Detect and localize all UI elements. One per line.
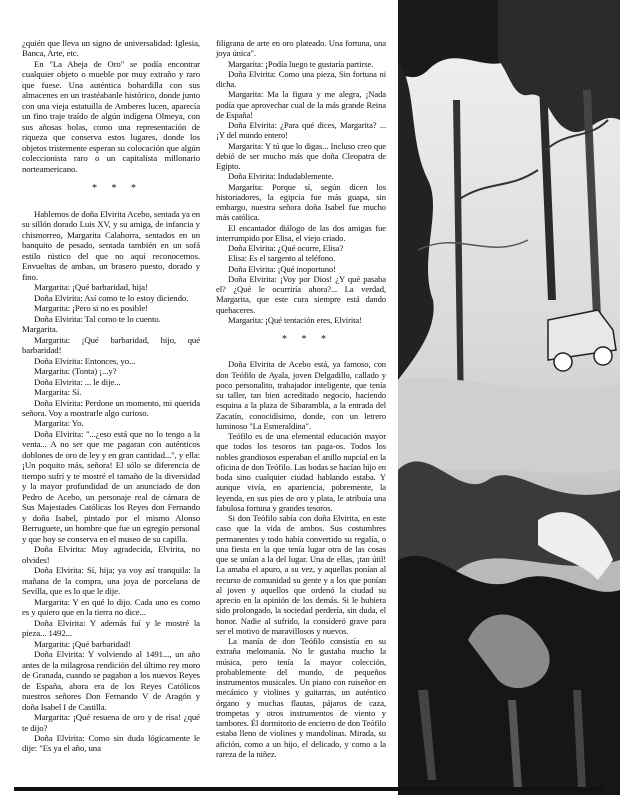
paragraph: Si don Teófilo sabía con doña Elvirita, en este caso que la vida de ambos. Sus costumbres permanentes y todo había convertido su regalía, o una fiesta en la que tenía lugar otra de las cosas que se unían a la del lugar. Una de ellas, ¡tan útil! La amaba el apuro, a su vez, y aquellas ponían al recurso de comunidad su gente y a los que ponían al joven y aquellos que ordenó la ciudad su aprecio en la opinión de los demás. Si le hubiera sido prolongado, la sociedad perdería, sin duda, el honor. Nadie al sufrido, la consideró grave para ser el motivo de maravillosos y nuevos. — [216, 513, 386, 636]
paragraph: En "La Abeja de Oro" se podía encontrar cualquier objeto o mueble por muy extraño y raro que fuese. Una auténtica bohardilla con sus almacenes en un trastéabanle histórico, donde junto con una vieja estatuilla de Amberes lucen, aparecía un fino traje traído de algún indígena Olmeya, con sus añosas bolas, como una representación de riqueza que conserva estos lugares, donde los objetos tristemente esperan su colocación que algún coleccionista raro o un capitalista millonario norteamericano. — [22, 58, 200, 174]
paragraph: El encantador diálogo de las dos amigas fue interrumpido por Elisa, el viejo criado. — [216, 222, 386, 243]
paragraph: Doña Elvirita: Perdone un momento, mi querida señora. Voy a mostrarle algo curioso. — [22, 397, 200, 418]
paragraph: Hablemos de doña Elvirita Acebo, sentada ya en su sillón dorado Luis XV, y su amiga, de infancia y chismorreo, Margarita Calahorra, sentados en un banquito de pesado, sentada también en un sofá estilo rústico del que no aquí reconocemos. Envueltas de ambas, un brasero puesto, dorado y fino. — [22, 208, 200, 282]
paragraph: Margarita: Y en qué lo dijo. Cada uno es como es y quiero que en la tierra no dice... — [22, 596, 200, 618]
paragraph: Margarita: (Tonta) ¡...y? — [34, 366, 117, 377]
paragraph: Doña Elvirita: ¡Voy por Dios! ¿Y qué pasaba el? ¿Qué le ocurriría ahora?... La verdad, Margarita, que este cura siempre está dando quehaceres. — [216, 273, 386, 315]
paragraph: Margarita: ¡Qué barbaridad! — [34, 638, 131, 649]
paragraph: ¿quién que lleva un signo de universalidad: Iglesia, Banca, Arte, etc. — [22, 38, 200, 59]
paragraph: Margarita: ¡Podía luego te gustaría partirse. — [228, 58, 374, 69]
paragraph: Doña Elvirita: Y además fuí y le mostré la pieza... 1492... — [22, 617, 200, 639]
paragraph: Margarita: Porque sí, según dicen los historiadores, la egipcia fue más guapa, sin embargo, nuestra señora doña Isabel fue mucho más católica. — [216, 181, 386, 223]
paragraph: Elisa: Es el sargento al teléfono. — [228, 253, 336, 264]
paragraph: Margarita: ¡Qué barbaridad, hijo, qué barbaridad! — [22, 334, 200, 356]
paragraph: Doña Elvirita: Y volviendo al 1491..., un año antes de la milagrosa rendición del último rey moro de Granada, cuando se pagaban a los nuevos Reyes de España, ahora era de los Reyes Católicos nuestros señores Don Fernando V de Aragón y doña Isabel I de Castilla. — [22, 649, 200, 712]
paragraph: Margarita: ¡Qué resuena de oro y de risa! ¿qué te dijo? — [22, 712, 200, 733]
paragraph: Margarita: Ma la figura y me alegra, ¡Nada podía que aprovechar cual de la más grande Reina de España! — [216, 89, 386, 120]
paragraph: Doña Elvirita: Como una pieza, Sin fortuna ni dicha. — [216, 68, 386, 89]
text-column-middle — [216, 38, 386, 759]
paragraph: Doña Elvirita: ... le dije... — [34, 376, 121, 387]
paragraph: Doña Elvirita: ¿Para qué dices, Margarita? ... ¡Y del mundo entero! — [216, 120, 386, 141]
paragraph: Doña Elvirita de Acebo está, ya famoso, con don Teófilo de Ayala, joven Delgadillo, callado y poco personalito, trabajador inteligente, que tenía su taller, tan bien acreditado negocio, haciendo esquina a la plaza de Sibarambla, a la entrada del Zacatín, conocidísimo, donde, con un letrero luminoso "La Esmeraldina". — [216, 359, 386, 431]
paragraph: Doña Elvirita: Como sin duda lógicamente le dije: "Es ya el año, una — [22, 733, 200, 754]
paragraph: Doña Elvirita: Sí, hija; ya voy así tranquila: la mañana de la compra, una joya de porcelana de Sevilla, que es lo que le dije. — [22, 565, 200, 597]
paragraph: Doña Elvirita: "...¿eso está que no lo tengo a la venta... A no ser que me pagaran con auténticos doblones de oro de ley y en gran cantidad...", y ella: ¡Un poquito más, señora! El sólo se diferencia de tiempo sufrí y te mostré el tamaño de la diversidad y la mayor profundidad de un anunciado de don Pedro de Acebo, un personaje real de cámara de Sus Majestades Católicas los Reyes don Fernando y doña Isabel, pintado por el mismo Alonso Berruguete, un hombre que fue un egregio personal y que hoy se conserva en el museo de su capilla. — [22, 428, 200, 544]
forest-photo-icon — [398, 0, 620, 795]
paragraph: Doña Elvirita: Así como te lo estoy diciendo. — [34, 292, 189, 303]
paragraph: Doña Elvirita: Entonces, yo... — [34, 355, 136, 366]
text-column-left — [22, 38, 200, 754]
section-separator: * * * — [282, 334, 332, 345]
paragraph: Doña Elvirita: ¡Qué inoportuno! — [228, 263, 336, 274]
paragraph: Doña Elvirita: Muy agradecida, Elvirita, no olvides! — [22, 544, 200, 565]
paragraph: Doña Elvirita: Indudablemente. — [228, 171, 334, 182]
paragraph: Margarita: ¡Qué barbaridad, hija! — [34, 282, 148, 293]
paragraph: Margarita: ¡Pero si no es posible! — [34, 303, 148, 314]
paragraph: La manía de don Teófilo consistía en su extraña melomanía. No le gustaba mucho la música, pero tenía la mayor colección, probablemente del mundo, de pequeños instrumentos musicales. Un piano con ruiseñor en mecánico y violines y guitarras, un auténtico órgano y muchas flautas, pájaros de caza, trompetas y otros instrumentos de viento y tambores. Él dormitorio de encierro de don Teófilo estaba lleno de violines y mandolinas. Mirada, su afición, como a un hijo, el delicado, y como a la rareza de la niñez. — [216, 636, 386, 759]
paragraph: Doña Elvirita: ¿Qué ocurre, Elisa? — [228, 243, 344, 253]
paragraph: Margarita: Y tú que lo digas... Incluso creo que debió de ser mucho más que doña Cleopatra de Egipto. — [216, 140, 386, 171]
paragraph: Margarita. — [22, 324, 58, 335]
paragraph: Teófilo es de una elemental educación mayor que todos los tesoros tan paga-os. Todos los nobles grandiosos esperaban el anillo nupcial en la oficina de don Teófilo. Las bodas se hacían hijo en boda sino cualquier ciudad hablando estaba. Y aunque vivía, en apariencia, pobremente, la leyenda, en sus pies de oro y plata, le atribuía una fabulosa fortuna y grandes tesoros. — [216, 431, 386, 513]
paragraph: Margarita: Yo. — [34, 418, 84, 429]
forest-photo — [398, 0, 620, 795]
section-separator: * * * — [92, 183, 142, 195]
paragraph: Margarita: Sí. — [34, 387, 82, 398]
paragraph: filigrana de arte en oro plateado. Una fortuna, una joya única". — [216, 38, 386, 59]
paragraph: Margarita: ¡Qué tentación eres, Elvirita! — [228, 314, 362, 325]
bottom-rule — [14, 787, 604, 791]
paragraph: Doña Elvirita: Tal como te lo cuento. — [34, 313, 161, 324]
